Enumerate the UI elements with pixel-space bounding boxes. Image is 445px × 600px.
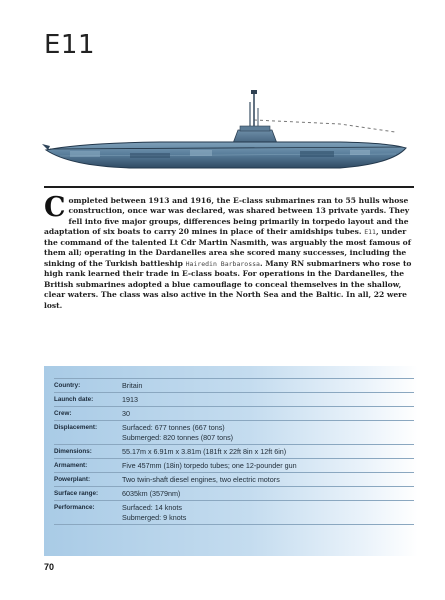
spec-values [122, 461, 414, 471]
spec-label: Launch date: [54, 395, 94, 403]
spec-values [122, 409, 414, 419]
spec-value: Britain [122, 380, 143, 390]
spec-values [122, 395, 414, 405]
spec-value: 30 [122, 408, 130, 418]
top-divider [44, 186, 414, 188]
page-title: E11 [44, 30, 96, 60]
spec-row [54, 420, 414, 444]
specification-panel [44, 366, 418, 556]
boat-code: E11 [364, 228, 376, 237]
spec-value: 1913 [122, 394, 138, 404]
spec-value: Submerged: 820 tonnes (807 tons) [122, 432, 234, 442]
spec-row [54, 378, 414, 392]
body-text-part-2: , under the command of the talented Lt Cdr Martin Nasmith, was arguably the most famous of them all; operating in the Dardanelles area she scored many successes, including the sinking of the Turkish battleship [44, 227, 411, 268]
spec-value: 6035km (3579nm) [122, 488, 181, 498]
spec-values [122, 489, 414, 499]
spec-row [54, 486, 414, 500]
spec-value: Submerged: 9 knots [122, 512, 187, 522]
spec-label: Armament: [54, 461, 88, 469]
spec-values [122, 423, 414, 443]
spec-row [54, 392, 414, 406]
body-text-part-1: ompleted between 1913 and 1916, the E-class submarines ran to 55 hulls whose construction, once war was declared, was shared between 13 private yards. They fell into five major groups, differences being primarily in torpedo layout and the adaptation of six boats to carry 20 mines in place of their amidships tubes. [44, 196, 410, 237]
spec-label: Country: [54, 381, 81, 389]
spec-value: Five 457mm (18in) torpedo tubes; one 12-pounder gun [122, 460, 297, 470]
spec-values [122, 503, 414, 523]
spec-label: Powerplant: [54, 475, 91, 483]
spec-label: Crew: [54, 409, 72, 417]
spec-label: Dimensions: [54, 447, 92, 455]
drop-cap: C [44, 192, 66, 223]
spec-label: Surface range: [54, 489, 99, 497]
spec-row [54, 458, 414, 472]
spec-values [122, 475, 414, 485]
body-paragraph [44, 192, 416, 311]
submarine-illustration [40, 88, 412, 184]
spec-values [122, 447, 414, 457]
spec-row [54, 444, 414, 458]
body-text-part-3: . Many RN submariners who rose to high rank learned their trade in E-class boats. For operations in the Dardanelles, the British submarines adopted a blue camouflage to conceal themselves in the shallow, clear waters. The class was also active in the North Sea and the Baltic. In all, 22 were lost. [44, 258, 412, 310]
spec-row [54, 406, 414, 420]
ship-name-code: Hairedin Barbarossa [185, 259, 260, 268]
spec-value: 55.17m x 6.91m x 3.81m (181ft x 22ft 8in x 12ft 6in) [122, 446, 287, 456]
spec-value: Surfaced: 677 tonnes (667 tons) [122, 422, 225, 432]
page-number: 70 [44, 562, 55, 572]
specification-table [54, 378, 414, 525]
spec-value: Surfaced: 14 knots [122, 502, 182, 512]
spec-row [54, 500, 414, 525]
spec-value: Two twin-shaft diesel engines, two electric motors [122, 474, 280, 484]
spec-row [54, 472, 414, 486]
spec-label: Performance: [54, 503, 95, 511]
spec-values [122, 381, 414, 391]
spec-label: Displacement: [54, 423, 98, 431]
